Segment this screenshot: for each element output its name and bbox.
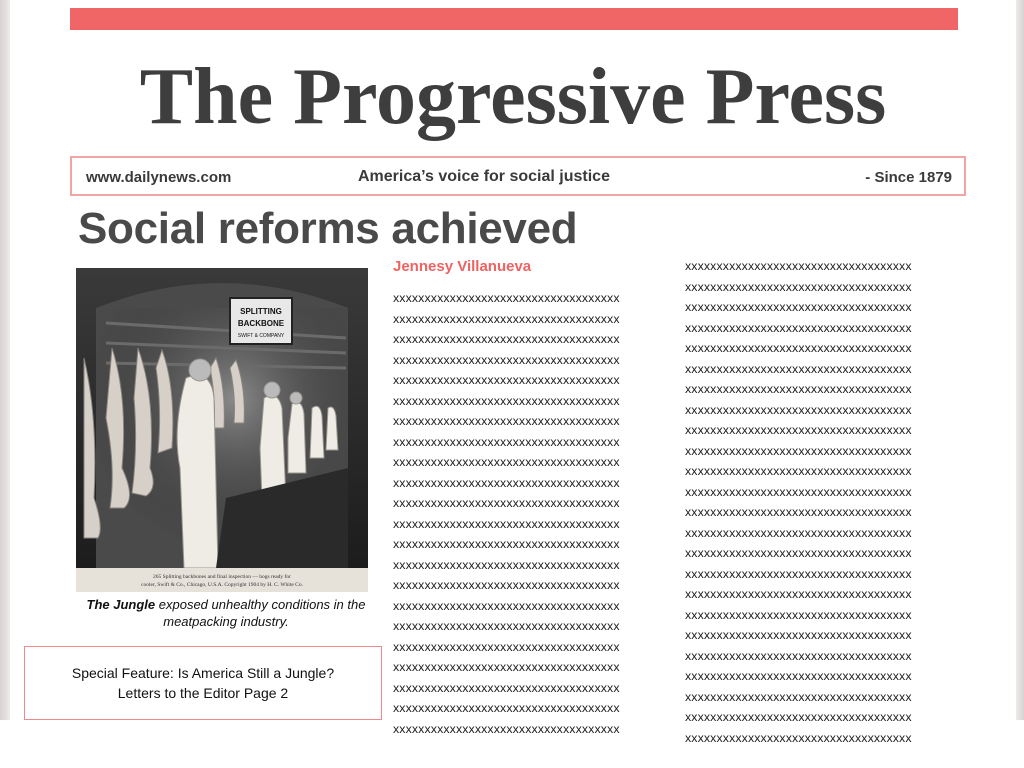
article-text-line: xxxxxxxxxxxxxxxxxxxxxxxxxxxxxxxxxxxx [685, 361, 912, 376]
article-text-line: xxxxxxxxxxxxxxxxxxxxxxxxxxxxxxxxxxxx [393, 475, 620, 490]
article-text-line: xxxxxxxxxxxxxxxxxxxxxxxxxxxxxxxxxxxx [685, 341, 912, 355]
article-text-line: xxxxxxxxxxxxxxxxxxxxxxxxxxxxxxxxxxxx [393, 516, 620, 531]
header-accent-bar [70, 8, 958, 30]
article-text-line: xxxxxxxxxxxxxxxxxxxxxxxxxxxxxxxxxxxx [393, 660, 620, 674]
meatpacking-photo [76, 268, 368, 592]
page-edge-left [0, 0, 10, 720]
article-text-line: xxxxxxxxxxxxxxxxxxxxxxxxxxxxxxxxxxxx [393, 496, 620, 510]
article-text-line: xxxxxxxxxxxxxxxxxxxxxxxxxxxxxxxxxxxx [685, 300, 912, 314]
photo-illustration [76, 268, 368, 592]
photo-caption [70, 596, 382, 630]
article-text-line: xxxxxxxxxxxxxxxxxxxxxxxxxxxxxxxxxxxx [685, 525, 912, 540]
article-text-line: xxxxxxxxxxxxxxxxxxxxxxxxxxxxxxxxxxxx [393, 639, 620, 654]
special-feature-box[interactable] [24, 646, 382, 720]
svg-text:SPLITTING: SPLITTING [240, 307, 282, 316]
article-text-line: xxxxxxxxxxxxxxxxxxxxxxxxxxxxxxxxxxxx [685, 546, 912, 560]
article-column-left [393, 288, 620, 739]
article-text-line: xxxxxxxxxxxxxxxxxxxxxxxxxxxxxxxxxxxx [685, 443, 912, 458]
article-text-line: xxxxxxxxxxxxxxxxxxxxxxxxxxxxxxxxxxxx [685, 587, 912, 601]
article-text-line: xxxxxxxxxxxxxxxxxxxxxxxxxxxxxxxxxxxx [685, 279, 912, 294]
article-text-line: xxxxxxxxxxxxxxxxxxxxxxxxxxxxxxxxxxxx [685, 464, 912, 478]
masthead-title: The Progressive Press [139, 53, 887, 141]
caption-emphasis: The Jungle [86, 597, 156, 612]
article-text-line: xxxxxxxxxxxxxxxxxxxxxxxxxxxxxxxxxxxx [393, 557, 620, 572]
article-text-line: xxxxxxxxxxxxxxxxxxxxxxxxxxxxxxxxxxxx [393, 373, 620, 387]
article-text-line: xxxxxxxxxxxxxxxxxxxxxxxxxxxxxxxxxxxx [393, 352, 620, 367]
article-text-line: xxxxxxxxxxxxxxxxxxxxxxxxxxxxxxxxxxxx [685, 423, 912, 437]
article-text-line: xxxxxxxxxxxxxxxxxxxxxxxxxxxxxxxxxxxx [685, 505, 912, 519]
article-text-line: xxxxxxxxxxxxxxxxxxxxxxxxxxxxxxxxxxxx [685, 320, 912, 335]
article-text-line: xxxxxxxxxxxxxxxxxxxxxxxxxxxxxxxxxxxx [393, 434, 620, 449]
article-text-line: xxxxxxxxxxxxxxxxxxxxxxxxxxxxxxxxxxxx [393, 578, 620, 592]
website-link[interactable]: www.dailynews.com [86, 169, 232, 186]
caption-text: exposed unhealthy conditions in the meatpacking industry. [155, 597, 366, 629]
since-label: - Since 1879 [865, 169, 952, 186]
article-text-line: xxxxxxxxxxxxxxxxxxxxxxxxxxxxxxxxxxxx [685, 689, 912, 704]
article-text-line: xxxxxxxxxxxxxxxxxxxxxxxxxxxxxxxxxxxx [685, 607, 912, 622]
feature-line-2: Letters to the Editor Page 2 [117, 685, 289, 701]
tagline: America’s voice for social justice [358, 168, 610, 185]
article-text-line: xxxxxxxxxxxxxxxxxxxxxxxxxxxxxxxxxxxx [685, 730, 912, 745]
info-bar [70, 156, 966, 196]
svg-text:265 Splitting backbones and fi: 265 Splitting backbones and final inspection — hogs ready for [153, 574, 291, 580]
article-text-line: xxxxxxxxxxxxxxxxxxxxxxxxxxxxxxxxxxxx [685, 648, 912, 663]
article-text-line: xxxxxxxxxxxxxxxxxxxxxxxxxxxxxxxxxxxx [393, 332, 620, 346]
article-text-line: xxxxxxxxxxxxxxxxxxxxxxxxxxxxxxxxxxxx [393, 414, 620, 428]
article-text-line: xxxxxxxxxxxxxxxxxxxxxxxxxxxxxxxxxxxx [393, 393, 620, 408]
article-text-line: xxxxxxxxxxxxxxxxxxxxxxxxxxxxxxxxxxxx [393, 537, 620, 551]
article-text-line: xxxxxxxxxxxxxxxxxxxxxxxxxxxxxxxxxxxx [393, 619, 620, 633]
feature-line-1: Special Feature: Is America Still a Jungle? [71, 665, 335, 681]
article-text-line: xxxxxxxxxxxxxxxxxxxxxxxxxxxxxxxxxxxx [685, 628, 912, 642]
article-text-line: xxxxxxxxxxxxxxxxxxxxxxxxxxxxxxxxxxxx [685, 710, 912, 724]
article-text-line: xxxxxxxxxxxxxxxxxxxxxxxxxxxxxxxxxxxx [393, 598, 620, 613]
article-text-line: xxxxxxxxxxxxxxxxxxxxxxxxxxxxxxxxxxxx [685, 402, 912, 417]
article-column-right [685, 256, 912, 748]
article-text-line: xxxxxxxxxxxxxxxxxxxxxxxxxxxxxxxxxxxx [393, 680, 620, 695]
page-edge-right [1016, 0, 1024, 720]
article-text-line: xxxxxxxxxxxxxxxxxxxxxxxxxxxxxxxxxxxx [685, 566, 912, 581]
article-text-line: xxxxxxxxxxxxxxxxxxxxxxxxxxxxxxxxxxxx [685, 669, 912, 683]
svg-text:BACKBONE: BACKBONE [237, 319, 285, 328]
article-text-line: xxxxxxxxxxxxxxxxxxxxxxxxxxxxxxxxxxxx [685, 382, 912, 396]
article-text-line: xxxxxxxxxxxxxxxxxxxxxxxxxxxxxxxxxxxx [393, 311, 620, 326]
article-byline: Jennesy Villanueva [393, 258, 532, 275]
article-text-line: xxxxxxxxxxxxxxxxxxxxxxxxxxxxxxxxxxxx [685, 259, 912, 273]
svg-text:SWIFT & COMPANY: SWIFT & COMPANY [237, 333, 285, 339]
svg-text:cooler, Swift & Co., Chicago,: cooler, Swift & Co., Chicago, U.S.A. Copyright 1904 by H. C. White Co. [141, 582, 303, 588]
article-headline: Social reforms achieved [78, 204, 578, 253]
article-text-line: xxxxxxxxxxxxxxxxxxxxxxxxxxxxxxxxxxxx [393, 291, 620, 305]
article-text-line: xxxxxxxxxxxxxxxxxxxxxxxxxxxxxxxxxxxx [685, 484, 912, 499]
article-text-line: xxxxxxxxxxxxxxxxxxxxxxxxxxxxxxxxxxxx [393, 701, 620, 715]
article-text-line: xxxxxxxxxxxxxxxxxxxxxxxxxxxxxxxxxxxx [393, 721, 620, 736]
article-text-line: xxxxxxxxxxxxxxxxxxxxxxxxxxxxxxxxxxxx [393, 455, 620, 469]
